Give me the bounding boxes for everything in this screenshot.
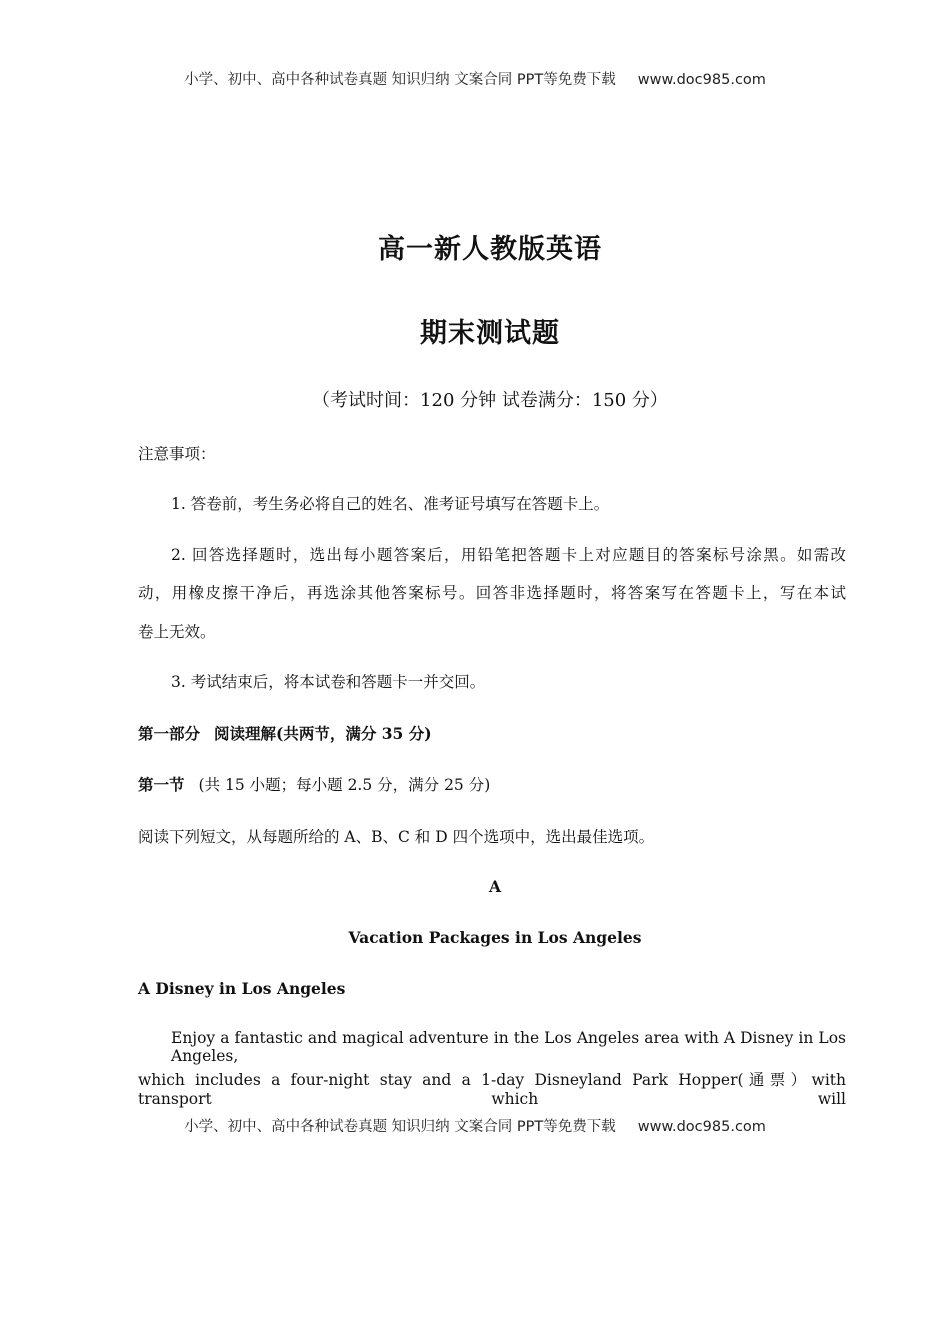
passage-paragraph-line-1: Enjoy a fantastic and magical adventure in the Los Angeles area with A Disney in Los Angeles, [171,1029,846,1065]
document-title: 高一新人教版英语 [378,234,602,265]
passage-label: A [488,877,502,896]
section1-instruction: 阅读下列短文，从每题所给的 A、B、C 和 D 四个选项中，选出最佳选项。 [138,828,655,846]
part1-detail: 阅读理解(共两节，满分 35 分) [214,724,432,743]
footer-url[interactable]: www.doc985.com [637,1119,766,1135]
passage-title: Vacation Packages in Los Angeles [348,928,642,947]
notice-item-1: 1. 答卷前，考生务必将自己的姓名、准考证号填写在答题卡上。 [171,495,610,513]
section1-label: 第一节 [138,775,185,794]
section1-detail: (共 15 小题；每小题 2.5 分，满分 25 分) [198,776,491,794]
notice-item-2-line-1: 2. 回答选择题时，选出每小题答案后，用铅笔把答题卡上对应题目的答案标号涂黑。如需改 [171,546,846,564]
notice-item-2-line-3: 卷上无效。 [138,623,216,641]
document-subtitle: 期末测试题 [420,318,560,349]
footer-text: 小学、初中、高中各种试卷真题 知识归纳 文案合同 PPT等免费下载 [184,1119,616,1135]
header-url[interactable]: www.doc985.com [637,72,766,88]
notice-item-2-line-2: 动，用橡皮擦干净后，再选涂其他答案标号。回答非选择题时，将答案写在答题卡上，写在本试 [138,584,846,602]
page-header [0,68,950,89]
part1-label: 第一部分 [138,724,201,743]
notice-item-3: 3. 考试结束后，将本试卷和答题卡一并交回。 [171,673,486,691]
notice-heading: 注意事项： [138,445,216,463]
page-footer [0,1115,950,1136]
section1-heading [138,773,846,795]
part1-heading [138,722,846,744]
exam-info: （考试时间：120 分钟 试卷满分：150 分） [312,390,668,411]
passage-paragraph-line-2: which includes a four-night stay and a 1-day Disneyland Park Hopper(通票）with transport which will [138,1071,846,1108]
passage-subheading: A Disney in Los Angeles [138,979,346,998]
header-text: 小学、初中、高中各种试卷真题 知识归纳 文案合同 PPT等免费下载 [184,72,616,88]
